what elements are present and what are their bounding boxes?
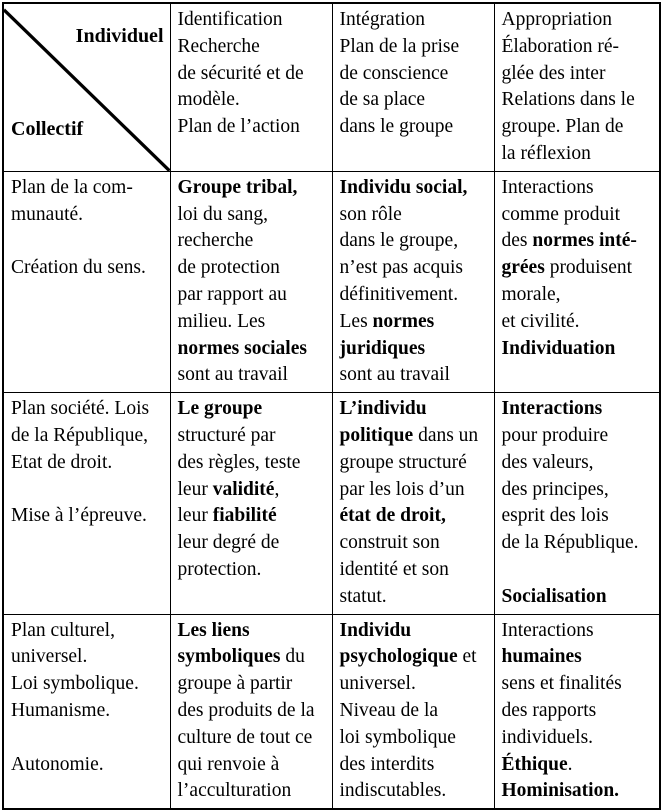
text-line	[340, 584, 490, 611]
cell-societe-individuel	[170, 393, 332, 614]
text-line	[340, 450, 490, 477]
table-row	[3, 171, 660, 392]
text-line: groupe. Plan de	[501, 116, 624, 138]
text-line	[502, 228, 656, 255]
plain-text: .	[567, 753, 573, 775]
plain-text: de la République.	[501, 532, 639, 554]
text-line	[178, 618, 328, 645]
text-line	[340, 362, 490, 389]
plain-text: de protection	[177, 257, 280, 279]
plain-text: l’acculturation	[177, 780, 292, 802]
plain-text: dans un	[413, 424, 479, 446]
text-line	[502, 477, 656, 504]
text-line	[340, 202, 490, 229]
plain-text: définitivement.	[339, 283, 459, 305]
cell-communaute-appropriation	[494, 171, 660, 392]
plain-text: indiscutables.	[339, 780, 447, 802]
text-line: Relations dans le	[501, 89, 635, 111]
text-line	[502, 175, 656, 202]
plain-text: statut.	[339, 585, 387, 607]
emphasis-text: normes inté-	[532, 230, 637, 252]
plain-text: recherche	[177, 230, 254, 252]
text-line: Appropriation	[501, 9, 612, 30]
corner-individual-label: Individuel	[75, 25, 164, 47]
plain-text: structuré par	[177, 424, 276, 446]
row-header-societe	[3, 393, 170, 614]
text-line	[502, 557, 656, 584]
text-line	[178, 255, 328, 282]
text-line: Plan de la com-	[11, 176, 133, 198]
text-line: dans le groupe	[339, 116, 454, 138]
text-line	[178, 282, 328, 309]
text-line	[502, 698, 656, 725]
emphasis-text: Individu social,	[339, 176, 468, 198]
emphasis-text: humaines	[501, 646, 582, 668]
plain-text: Interactions	[501, 176, 594, 198]
text-line	[178, 725, 328, 752]
text-line	[502, 336, 656, 363]
text-line	[340, 336, 490, 363]
plain-text: produisent	[544, 257, 633, 279]
text-line	[178, 423, 328, 450]
plain-text: groupe structuré	[339, 451, 467, 473]
matrix-page	[0, 2, 661, 802]
emphasis-text: Individuation	[501, 337, 616, 359]
text-line: Intégration	[339, 9, 426, 30]
line-spacer	[11, 725, 166, 752]
cell-societe-appropriation	[494, 393, 660, 614]
text-line	[340, 503, 490, 530]
text-line: de la République,	[11, 424, 149, 446]
text-line	[502, 450, 656, 477]
plain-text: son rôle	[339, 203, 402, 225]
text-line: Création du sens.	[11, 257, 146, 279]
text-line	[340, 477, 490, 504]
plain-text: sont au travail	[177, 364, 288, 386]
plain-text: des	[501, 230, 533, 252]
emphasis-text: juridiques	[339, 337, 426, 359]
text-line	[178, 309, 328, 336]
text-line: de conscience	[339, 62, 449, 84]
text-line	[502, 309, 656, 336]
plain-text: protection.	[177, 558, 262, 580]
emphasis-text: psychologique	[339, 646, 458, 668]
header-row	[3, 3, 660, 171]
plain-text: construit son	[339, 532, 440, 554]
text-line: Plan de la prise	[339, 35, 460, 57]
text-line: Autonomie.	[11, 753, 104, 775]
plain-text: groupe à partir	[177, 673, 293, 695]
plain-text: culture de tout ce	[177, 726, 313, 748]
emphasis-text: Interactions	[501, 398, 603, 420]
plain-text: morale,	[501, 283, 561, 305]
text-line	[178, 336, 328, 363]
text-line	[340, 698, 490, 725]
plain-text: ,	[274, 478, 280, 500]
cell-culturel-collectif	[332, 614, 494, 809]
plain-text: Interactions	[501, 619, 594, 641]
plain-text: identité et son	[339, 558, 449, 580]
table-row	[3, 614, 660, 809]
text-line	[340, 644, 490, 671]
text-line	[178, 778, 328, 805]
text-line: Plan culturel,	[11, 619, 115, 641]
text-line: modèle.	[177, 89, 240, 111]
text-line	[340, 725, 490, 752]
text-line	[178, 503, 328, 530]
text-line	[178, 644, 328, 671]
text-line	[178, 752, 328, 779]
text-line	[340, 282, 490, 309]
plain-text: sont au travail	[339, 364, 450, 386]
text-line	[340, 752, 490, 779]
plain-text: des règles, teste	[177, 451, 301, 473]
plain-text: comme produit	[501, 203, 621, 225]
cell-societe-collectif	[332, 393, 494, 614]
emphasis-text: grées	[501, 257, 545, 279]
plain-text: des valeurs,	[501, 451, 594, 473]
text-line	[340, 175, 490, 202]
emphasis-text: Les liens	[177, 619, 250, 641]
text-line: Identification	[177, 9, 283, 30]
plain-text: Niveau de la	[339, 699, 439, 721]
text-line: Recherche	[177, 35, 260, 57]
plain-text: par rapport au	[177, 283, 287, 305]
emphasis-text: Hominisation.	[501, 780, 620, 802]
text-line	[178, 530, 328, 557]
text-line	[502, 255, 656, 282]
plain-text: des interdits	[339, 753, 435, 775]
emphasis-text: normes	[372, 310, 435, 332]
emphasis-text: état de droit,	[339, 505, 446, 527]
emphasis-text: Éthique	[501, 753, 568, 775]
text-line	[178, 202, 328, 229]
emphasis-text: politique	[339, 424, 414, 446]
plain-text: leur	[177, 478, 213, 500]
text-line: universel.	[11, 646, 88, 668]
plain-text: qui renvoie à	[177, 753, 280, 775]
text-line	[178, 557, 328, 584]
column-header-appropriation	[494, 3, 660, 171]
text-line	[340, 618, 490, 645]
corner-collective-label: Collectif	[11, 117, 84, 140]
text-line	[178, 671, 328, 698]
cell-communaute-collectif	[332, 171, 494, 392]
plain-text: par les lois d’un	[339, 478, 465, 500]
plain-text: et	[457, 646, 477, 668]
text-line	[502, 584, 656, 611]
text-line	[340, 557, 490, 584]
text-line: de sa place	[339, 89, 426, 111]
text-line	[340, 309, 490, 336]
text-line	[178, 362, 328, 389]
column-header-identification	[170, 3, 332, 171]
plain-text: dans le groupe,	[339, 230, 459, 252]
text-line	[502, 202, 656, 229]
corner-header-cell	[3, 3, 170, 171]
text-line: de sécurité et de	[177, 62, 304, 84]
line-spacer	[11, 477, 166, 504]
individual-collective-matrix	[2, 2, 661, 810]
text-line: Etat de droit.	[11, 451, 113, 473]
plain-text: loi du sang,	[177, 203, 268, 225]
text-line: Plan de l’action	[177, 116, 300, 138]
cell-culturel-appropriation	[494, 614, 660, 809]
row-header-culturel	[3, 614, 170, 809]
plain-text: loi symbolique	[339, 726, 456, 748]
plain-text: des principes,	[501, 478, 609, 500]
text-line	[502, 778, 656, 805]
text-line	[340, 530, 490, 557]
emphasis-text: normes sociales	[177, 337, 307, 359]
table-row	[3, 393, 660, 614]
text-line	[178, 698, 328, 725]
text-line	[502, 282, 656, 309]
emphasis-text: symboliques	[177, 646, 281, 668]
plain-text: Les	[339, 310, 373, 332]
plain-text: du	[280, 646, 305, 668]
emphasis-text: Individu	[339, 619, 412, 641]
plain-text: individuels.	[501, 726, 594, 748]
cell-culturel-individuel	[170, 614, 332, 809]
plain-text: leur	[177, 505, 213, 527]
plain-text: leur degré de	[177, 532, 280, 554]
plain-text: universel.	[339, 673, 416, 695]
text-line	[340, 228, 490, 255]
text-line	[502, 396, 656, 423]
text-line	[502, 530, 656, 557]
plain-text: des produits de la	[177, 699, 315, 721]
text-line: Élaboration ré-	[501, 35, 619, 57]
text-line	[502, 644, 656, 671]
plain-text: sens et finalités	[501, 673, 622, 695]
text-line	[178, 477, 328, 504]
text-line	[340, 778, 490, 805]
text-line	[178, 450, 328, 477]
text-line: Humanisme.	[11, 699, 111, 721]
text-line	[502, 423, 656, 450]
text-line	[340, 671, 490, 698]
plain-text: esprit des lois	[501, 505, 609, 527]
emphasis-text: Socialisation	[501, 585, 607, 607]
emphasis-text: fiabilité	[212, 505, 277, 527]
text-line	[502, 618, 656, 645]
text-line	[178, 396, 328, 423]
text-line	[178, 228, 328, 255]
column-header-integration	[332, 3, 494, 171]
emphasis-text: Groupe tribal,	[177, 176, 298, 198]
line-spacer	[11, 228, 166, 255]
plain-text: et civilité.	[501, 310, 580, 332]
emphasis-text: Le groupe	[177, 398, 263, 420]
text-line	[502, 503, 656, 530]
text-line	[340, 423, 490, 450]
plain-text: n’est pas acquis	[339, 257, 463, 279]
text-line: Plan société. Lois	[11, 398, 150, 420]
text-line	[340, 255, 490, 282]
text-line	[178, 175, 328, 202]
plain-text: des rapports	[501, 699, 597, 721]
text-line: glée des inter	[501, 62, 606, 84]
text-line	[340, 396, 490, 423]
emphasis-text: L’individu	[339, 398, 427, 420]
text-line: Loi symbolique.	[11, 673, 139, 695]
emphasis-text: validité	[212, 478, 275, 500]
text-line	[502, 725, 656, 752]
text-line: la réflexion	[501, 142, 591, 164]
text-line: munauté.	[11, 203, 84, 225]
text-line: Mise à l’épreuve.	[11, 505, 147, 527]
text-line	[502, 752, 656, 779]
row-header-communaute	[3, 171, 170, 392]
plain-text: milieu. Les	[177, 310, 266, 332]
cell-communaute-individuel	[170, 171, 332, 392]
plain-text: pour produire	[501, 424, 609, 446]
text-line	[502, 671, 656, 698]
